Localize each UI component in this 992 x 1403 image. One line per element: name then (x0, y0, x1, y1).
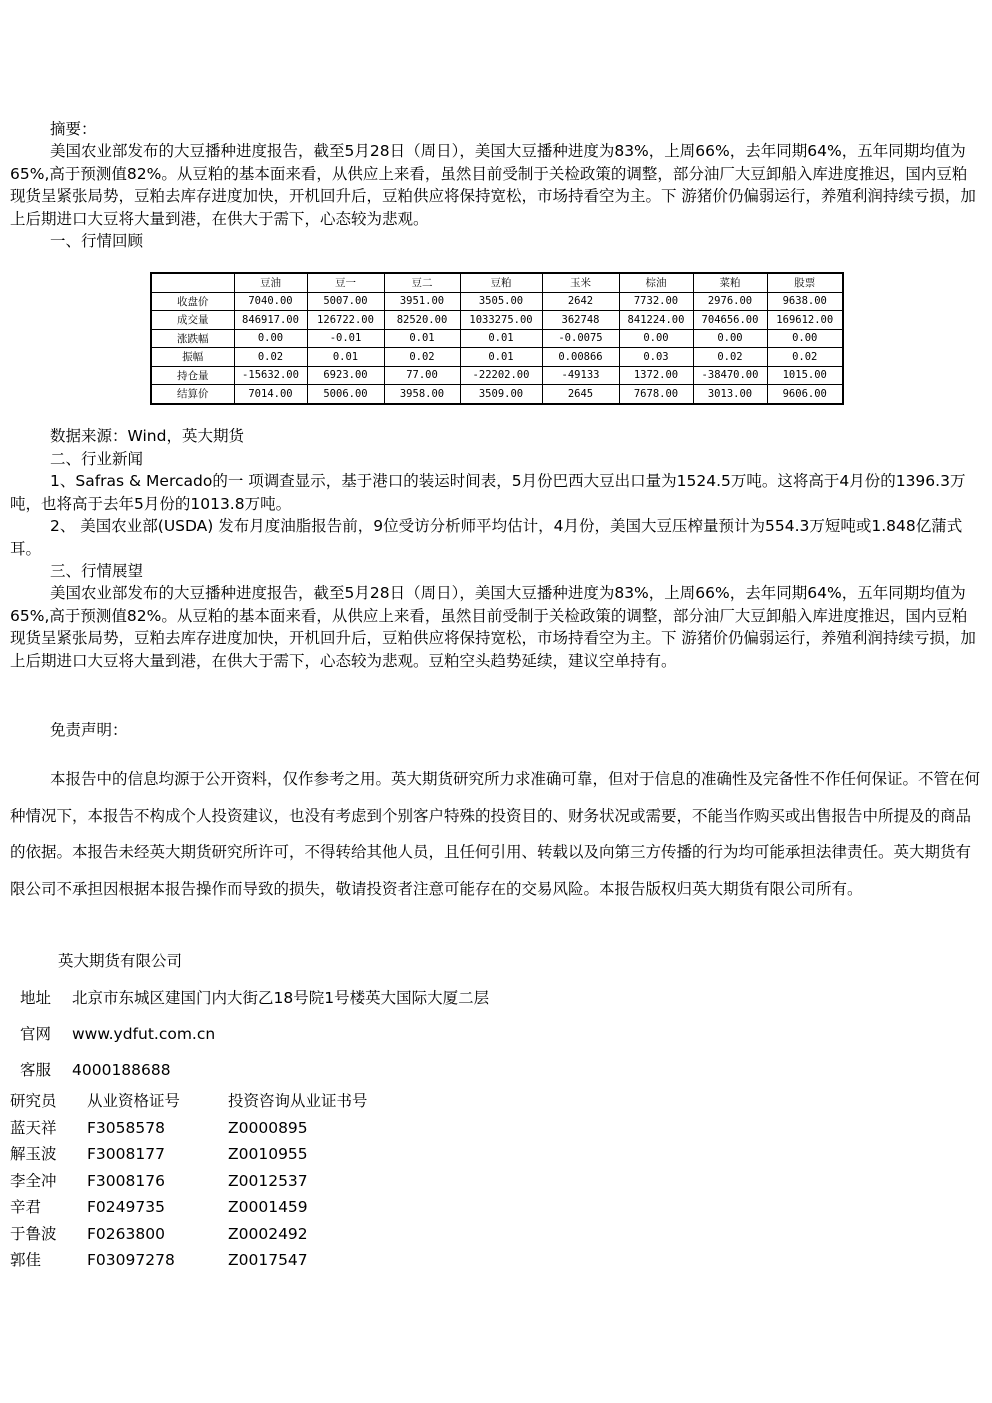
table-cell: 7040.00 (234, 292, 307, 311)
table-cell: 0.01 (384, 329, 460, 348)
address-label: 地址 (20, 989, 52, 1007)
researcher-name: 于鲁波 (10, 1224, 57, 1243)
company-name: 英大期货有限公司 (58, 952, 183, 970)
table-cell: 3013.00 (693, 385, 767, 404)
table-cell: 2976.00 (693, 292, 767, 311)
researcher-header: 研究员 (10, 1092, 57, 1110)
table-cell: 0.01 (460, 348, 542, 367)
table-header-cell: 豆油 (234, 273, 307, 292)
table-header-cell: 豆粕 (460, 273, 542, 292)
researcher-name: 郭佳 (10, 1251, 42, 1269)
table-row (151, 366, 843, 385)
table-cell: 126722.00 (307, 311, 384, 330)
table-cell: 2642 (542, 292, 619, 311)
table-cell: 0.01 (460, 329, 542, 348)
table-cell: 持仓量 (151, 366, 234, 385)
table-cell: 0.03 (619, 348, 693, 367)
list-item (10, 1247, 368, 1274)
researcher-name: 蓝天祥 (10, 1118, 57, 1137)
consulting-cert-header: 投资咨询从业证书号 (228, 1092, 368, 1110)
table-cell: 9638.00 (767, 292, 843, 311)
table-row (151, 385, 843, 404)
market-quote-table (150, 272, 844, 405)
table-cell: 841224.00 (619, 311, 693, 330)
table-cell: 2645 (542, 385, 619, 404)
qualification-number: F0263800 (87, 1224, 165, 1243)
disclaimer-paragraph: 本报告中的信息均源于公开资料，仅作参考之用。英大期货研究所力求准确可靠，但对于信息的准确性及完备性不作任何保证。不管在何种情况下，本报告不构成个人投资建议，也没有考虑到个别客户特殊的投资目的、财务状况或需要，不能当作购买或出售报告中所提及的商品的依据。本报告未经英大期货研究所许可，不得转给其他人员，且任何引用、转载以及向第三方传播的行为均可能承担法律责任。英大期货有限公司不承担因根据本报告操作而导致的损失，敬请投资者注意可能存在的交易风险。本报告版权归英大期货有限公司所有。 (10, 770, 981, 898)
service-phone: 4000188688 (72, 1061, 171, 1079)
table-cell: 0.01 (307, 348, 384, 367)
consulting-cert-number: Z0010955 (228, 1145, 308, 1163)
table-cell: 0.02 (384, 348, 460, 367)
section-outlook-heading: 三、行情展望 (50, 562, 144, 580)
table-cell: 成交量 (151, 311, 234, 330)
table-cell: 6923.00 (307, 366, 384, 385)
table-cell: 0.02 (234, 348, 307, 367)
company-address: 北京市东城区建国门内大街乙18号院1号楼英大国际大厦二层 (72, 989, 490, 1007)
list-item (10, 1115, 368, 1142)
website-label: 官网 (20, 1025, 52, 1043)
consulting-cert-number: Z0001459 (228, 1198, 308, 1216)
data-source-note: 数据来源：Wind，英大期货 (50, 427, 244, 445)
table-cell: -15632.00 (234, 366, 307, 385)
table-cell: 3958.00 (384, 385, 460, 404)
table-cell: 362748 (542, 311, 619, 330)
table-cell: -0.01 (307, 329, 384, 348)
table-header-cell: 棕油 (619, 273, 693, 292)
disclaimer-heading: 免责声明： (50, 721, 128, 739)
table-row (151, 329, 843, 348)
table-row (151, 292, 843, 311)
consulting-cert-number: Z0000895 (228, 1118, 308, 1137)
news-item: 1、Safras & Mercado的一 项调查显示，基于港口的装运时间表，5月份巴西大豆出口量为1524.5万吨。这将高于4月份的1396.3万吨，也将高于去年5月份的1013.8万吨。 (10, 472, 966, 513)
news-item: 2、 美国农业部(USDA) 发布月度油脂报告前，9位受访分析师平均估计，4月份，美国大豆压榨量预计为554.3万短吨或1.848亿蒲式耳。 (10, 517, 963, 558)
table-cell: 涨跌幅 (151, 329, 234, 348)
qualification-number: F3058578 (87, 1118, 165, 1137)
table-cell: 7678.00 (619, 385, 693, 404)
consulting-cert-number: Z0002492 (228, 1224, 308, 1243)
researcher-name: 解玉波 (10, 1145, 57, 1163)
table-row (151, 311, 843, 330)
researcher-list (10, 1088, 368, 1274)
list-item (10, 1194, 368, 1221)
table-cell: -22202.00 (460, 366, 542, 385)
table-header-cell: 玉米 (542, 273, 619, 292)
table-cell: 169612.00 (767, 311, 843, 330)
table-cell: 846917.00 (234, 311, 307, 330)
table-header-row (151, 273, 843, 292)
table-cell: 5006.00 (307, 385, 384, 404)
qualification-number: F0249735 (87, 1198, 165, 1216)
table-cell: 77.00 (384, 366, 460, 385)
table-cell: -0.0075 (542, 329, 619, 348)
summary-heading: 摘要： (50, 120, 97, 138)
table-header-cell (151, 273, 234, 292)
table-cell: 1033275.00 (460, 311, 542, 330)
consulting-cert-number: Z0017547 (228, 1251, 308, 1269)
table-cell: 704656.00 (693, 311, 767, 330)
table-header-cell: 股票 (767, 273, 843, 292)
table-header-cell: 菜粕 (693, 273, 767, 292)
qualification-number: F3008176 (87, 1171, 165, 1190)
section-industry-news-heading: 二、行业新闻 (50, 450, 144, 468)
table-cell: 1015.00 (767, 366, 843, 385)
table-cell: 3509.00 (460, 385, 542, 404)
table-cell: 0.00 (693, 329, 767, 348)
table-cell: 1372.00 (619, 366, 693, 385)
list-item (10, 1141, 368, 1168)
researcher-name: 辛君 (10, 1198, 42, 1216)
table-cell: 0.02 (693, 348, 767, 367)
table-cell: 0.00866 (542, 348, 619, 367)
table-cell: 7014.00 (234, 385, 307, 404)
list-item (10, 1168, 368, 1195)
qualification-number: F03097278 (87, 1251, 175, 1269)
table-cell: 收盘价 (151, 292, 234, 311)
table-cell: 3951.00 (384, 292, 460, 311)
qualification-number: F3008177 (87, 1145, 165, 1163)
consulting-cert-number: Z0012537 (228, 1171, 308, 1190)
table-cell: 0.02 (767, 348, 843, 367)
table-cell: 3505.00 (460, 292, 542, 311)
table-cell: 振幅 (151, 348, 234, 367)
table-cell: 0.00 (234, 329, 307, 348)
table-cell: 5007.00 (307, 292, 384, 311)
table-cell: 0.00 (767, 329, 843, 348)
qualification-header: 从业资格证号 (87, 1092, 181, 1110)
researcher-name: 李全冲 (10, 1171, 57, 1190)
summary-paragraph: 美国农业部发布的大豆播种进度报告，截至5月28日（周日），美国大豆播种进度为83%，上周66%，去年同期64%，五年同期均值为65%,高于预测值82%。从豆粕的基本面来看，从供应上来看，虽然目前受制于关检政策的调整，部分油厂大豆卸船入库进度推迟，国内豆粕现货呈紧张局势，豆粕去库存进度加快，开机回升后，豆粕供应将保持宽松，市场持看空为主。下 游猪价仍偏弱运行，养殖利润持续亏损，加上后期进口大豆将大量到港，在供大于需下，心态较为悲观。 (10, 142, 976, 228)
section-market-review-heading: 一、行情回顾 (50, 232, 144, 250)
researcher-header-row (10, 1088, 368, 1115)
table-row (151, 348, 843, 367)
table-header-cell: 豆一 (307, 273, 384, 292)
table-cell: 结算价 (151, 385, 234, 404)
table-cell: -38470.00 (693, 366, 767, 385)
table-cell: 9606.00 (767, 385, 843, 404)
list-item (10, 1221, 368, 1248)
outlook-paragraph: 美国农业部发布的大豆播种进度报告，截至5月28日（周日），美国大豆播种进度为83%，上周66%，去年同期64%，五年同期均值为65%,高于预测值82%。从豆粕的基本面来看，从供应上来看，虽然目前受制于关检政策的调整，部分油厂大豆卸船入库进度推迟，国内豆粕现货呈紧张局势，豆粕去库存进度加快，开机回升后，豆粕供应将保持宽松，市场持看空为主。下 游猪价仍偏弱运行，养殖利润持续亏损，加上后期进口大豆将大量到港，在供大于需下，心态较为悲观。豆粕空头趋势延续，建议空单持有。 (10, 584, 976, 670)
table-cell: 82520.00 (384, 311, 460, 330)
table-cell: 7732.00 (619, 292, 693, 311)
table-header-cell: 豆二 (384, 273, 460, 292)
service-label: 客服 (20, 1061, 52, 1079)
table-cell: 0.00 (619, 329, 693, 348)
company-website: www.ydfut.com.cn (72, 1025, 216, 1043)
table-cell: -49133 (542, 366, 619, 385)
